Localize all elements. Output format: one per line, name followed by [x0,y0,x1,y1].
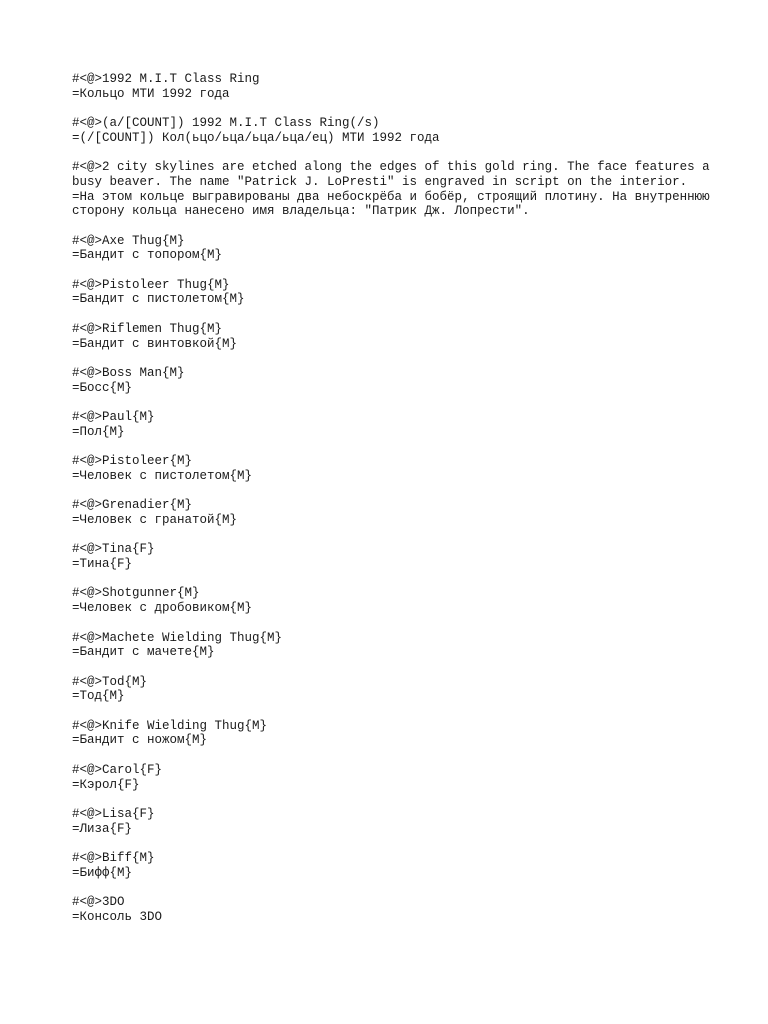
source-line: #<@>Machete Wielding Thug{M} [72,630,283,645]
translation-line: =Бандит с ножом{M} [72,733,208,748]
source-line: #<@>Axe Thug{M} [72,233,185,248]
source-line: #<@>Paul{M} [72,410,155,425]
source-line: #<@>(a/[COUNT]) 1992 M.I.T Class Ring(/s) [72,116,380,131]
translation-line: =Лиза{F} [72,821,133,836]
translation-line: =Бандит с винтовкой{M} [72,336,238,351]
entry-13 [72,675,732,704]
translation-line: =Тина{F} [72,557,133,572]
source-line: #<@>Boss Man{M} [72,365,185,380]
entry-6 [72,366,732,395]
source-line: #<@>3DO [72,895,125,910]
entry-0 [72,72,732,101]
translation-line: =Человек с пистолетом{M} [72,468,253,483]
entry-11 [72,586,732,615]
translation-line: =Кольцо МТИ 1992 года [72,86,230,101]
entry-1 [72,116,732,145]
translation-line: =(/[COUNT]) Кол(ьцо/ьца/ьца/ьца/ец) МТИ 1992 года [72,130,440,145]
entry-12 [72,631,732,660]
source-line: #<@>Pistoleer Thug{M} [72,277,230,292]
translation-line: =Кэрол{F} [72,777,140,792]
source-line: #<@>Knife Wielding Thug{M} [72,718,268,733]
source-line: #<@>2 city skylines are etched along the edges of this gold ring. The face features a busy beaver. The name "Patrick J. LoPresti" is engraved in script on the interior. [72,160,718,189]
source-line: #<@>Carol{F} [72,762,163,777]
translation-line: =Человек с дробовиком{M} [72,601,253,616]
translation-line: =Человек с гранатой{M} [72,512,238,527]
translation-line: =Пол{M} [72,424,125,439]
source-line: #<@>1992 M.I.T Class Ring [72,72,260,86]
source-line: #<@>Tina{F} [72,542,155,557]
entry-16 [72,807,732,836]
source-line: #<@>Pistoleer{M} [72,454,193,469]
source-line: #<@>Biff{M} [72,851,155,865]
translation-line: =Тод{M} [72,689,125,704]
entry-4 [72,278,732,307]
entry-8 [72,454,732,483]
entry-2 [72,160,732,219]
translation-line: =Босс{M} [72,380,133,395]
source-line: #<@>Riflemen Thug{M} [72,321,223,336]
translation-line: =Бифф{M} [72,865,133,880]
source-line: #<@>Shotgunner{M} [72,586,200,601]
translation-line: =Бандит с топором{M} [72,248,223,263]
source-line: #<@>Tod{M} [72,674,148,689]
entry-7 [72,410,732,439]
source-line: #<@>Lisa{F} [72,806,155,821]
entry-15 [72,763,732,792]
translation-line: =Бандит с пистолетом{M} [72,292,245,307]
entry-9 [72,498,732,527]
translation-line: =На этом кольце выгравированы два небоскрёба и бобёр, строящий плотину. На внутреннюю сторону кольца нанесено имя владельца: "Патрик Дж. Лопрести". [72,189,718,219]
document-page [72,72,732,939]
entry-14 [72,719,732,748]
entry-5 [72,322,732,351]
source-line: #<@>Grenadier{M} [72,498,193,513]
entry-3 [72,234,732,263]
translation-line: =Консоль 3DO [72,909,163,924]
entry-18 [72,895,732,924]
entry-10 [72,542,732,571]
translation-line: =Бандит с мачете{M} [72,645,215,660]
entry-17 [72,851,732,880]
